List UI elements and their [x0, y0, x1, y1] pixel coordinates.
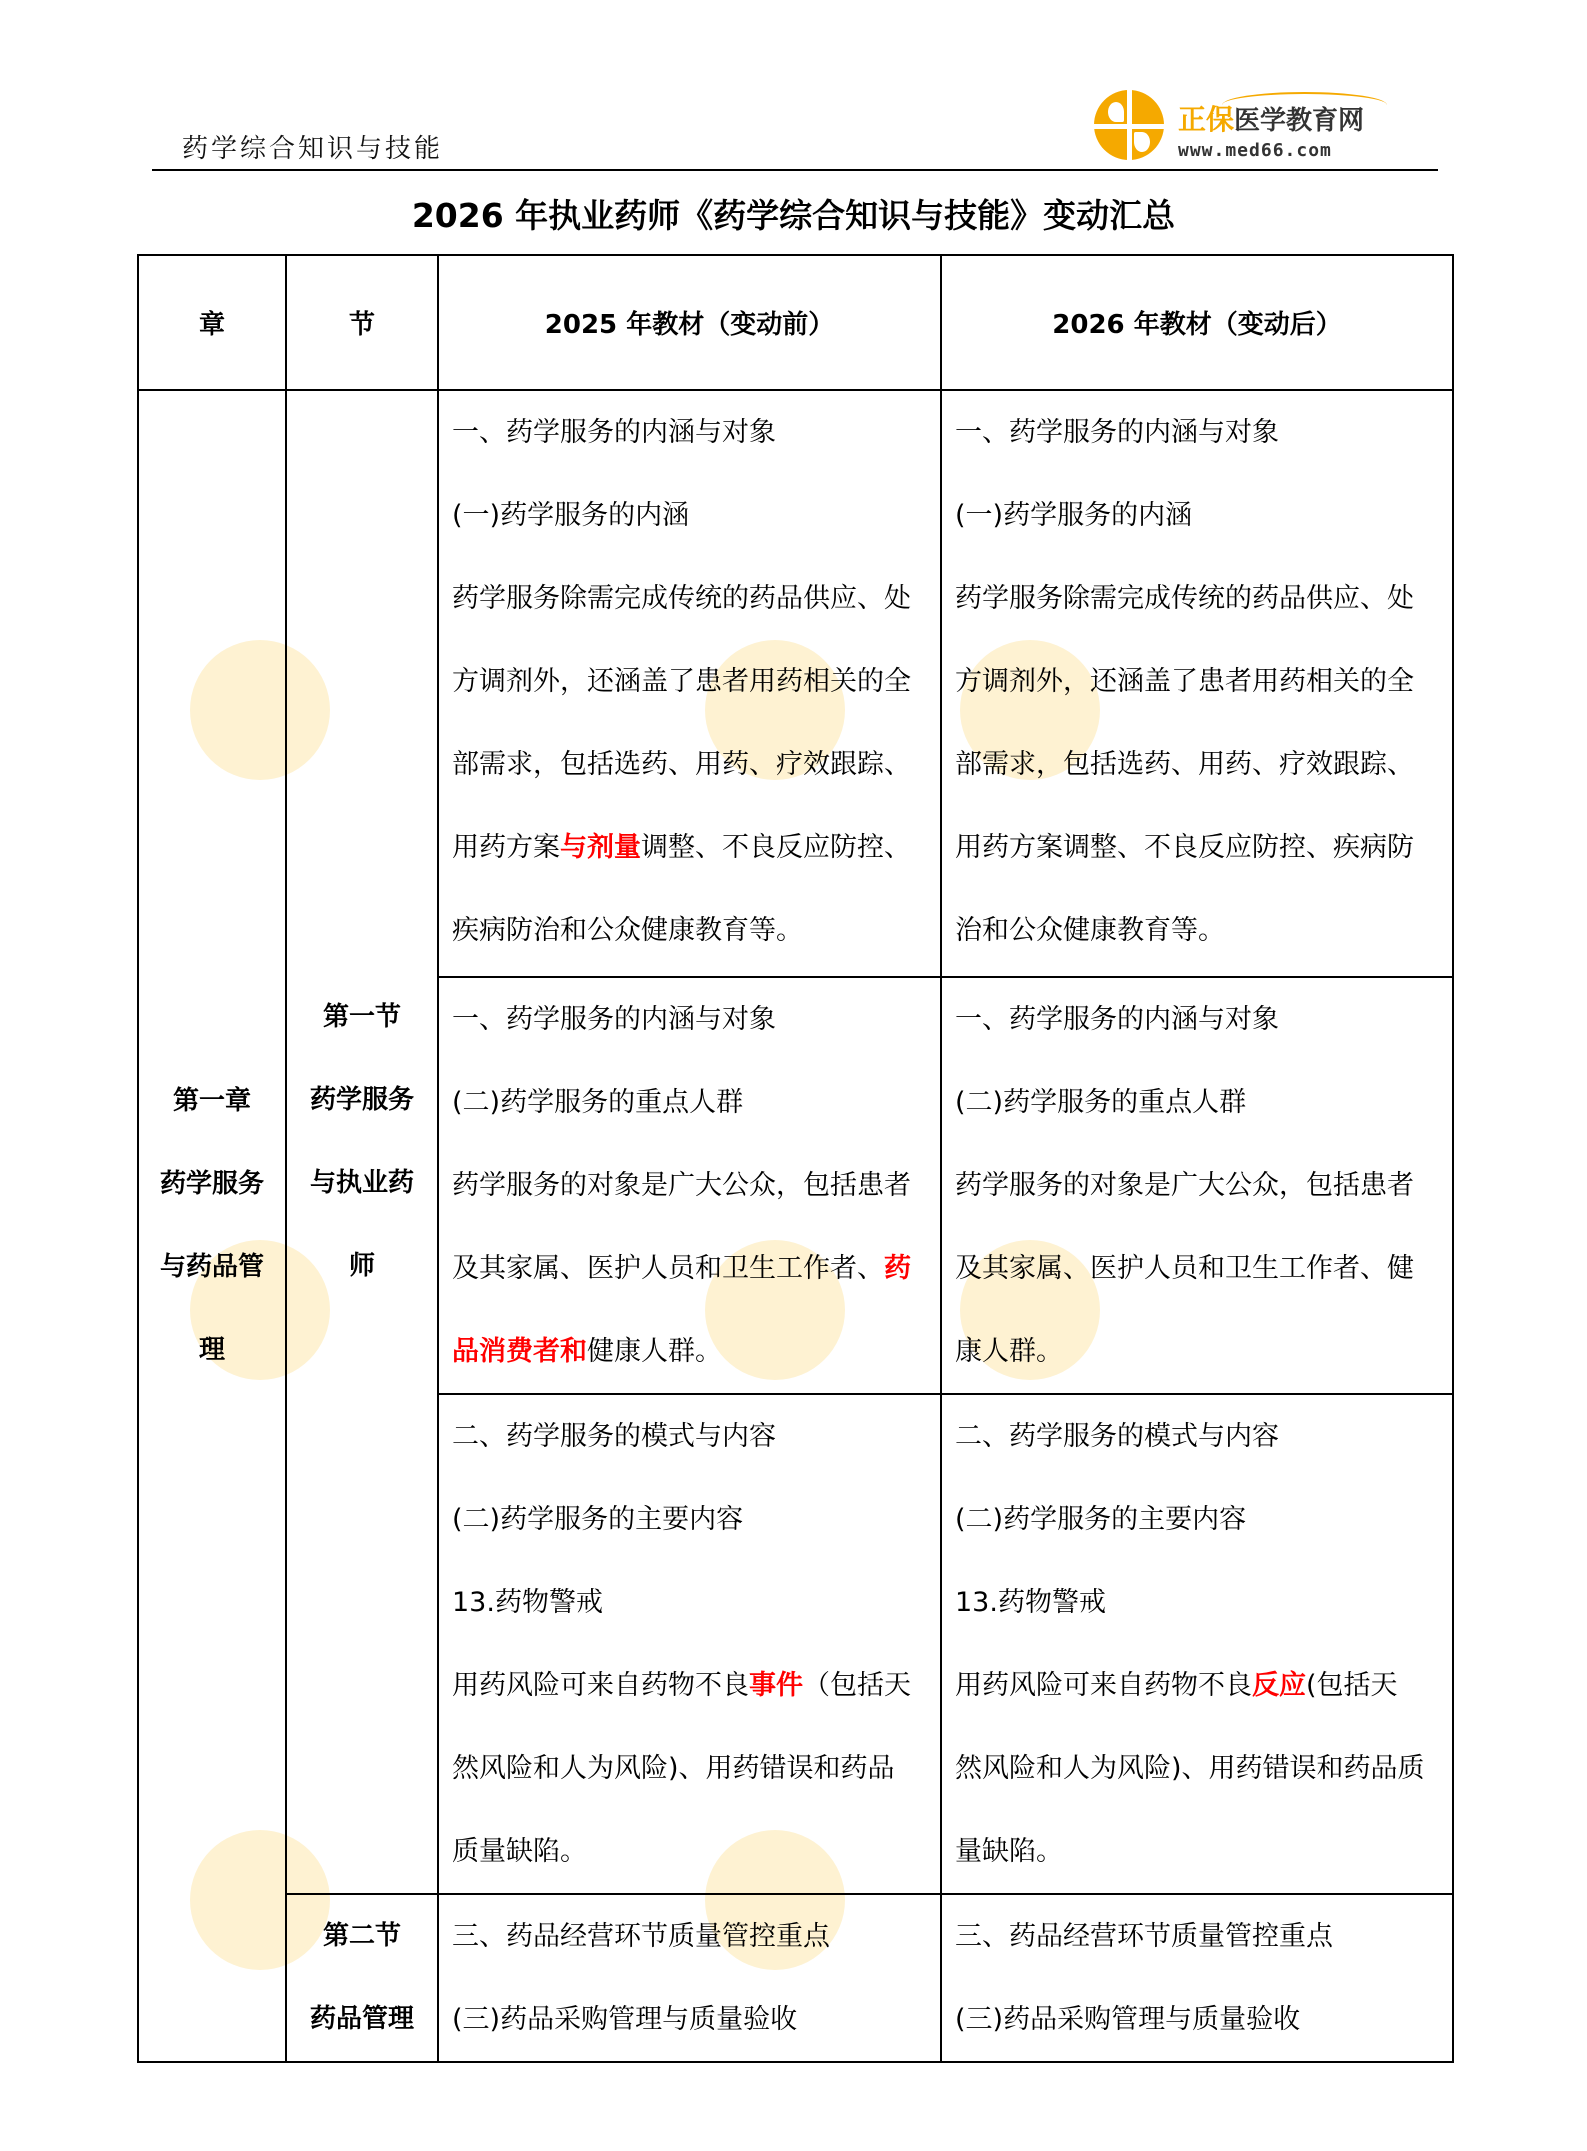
- text-segment: 用药方案: [452, 832, 560, 863]
- text-line: [955, 1144, 1452, 1227]
- text-segment: (三)药品采购管理与质量验收: [452, 2004, 798, 2035]
- before-cell: [438, 390, 941, 977]
- text-segment: 部需求，包括选药、用药、疗效跟踪、: [452, 749, 911, 780]
- section-line: 药学服务: [309, 1085, 414, 1115]
- header-after: 2026 年教材（变动后）: [941, 255, 1453, 390]
- text-segment: 药学服务的对象是广大公众，包括患者: [955, 1170, 1414, 1201]
- section-line: 师: [348, 1251, 375, 1281]
- text-line: [452, 1227, 940, 1310]
- document-title: 2026 年执业药师《药学综合知识与技能》变动汇总: [411, 196, 1176, 235]
- text-segment: 然风险和人为风险)、用药错误和药品质: [955, 1753, 1425, 1784]
- text-segment: （包括天: [803, 1670, 911, 1701]
- text-segment: 用药方案调整、不良反应防控、疾病防: [955, 832, 1414, 863]
- section-cell: [286, 390, 438, 1894]
- table-row: [138, 1894, 1453, 2062]
- logo-emblem-icon: [1094, 90, 1164, 160]
- text-line: [955, 1978, 1452, 2061]
- text-segment: 疾病防治和公众健康教育等。: [452, 915, 803, 946]
- text-line: [452, 1978, 940, 2061]
- text-line: [452, 889, 940, 972]
- text-line: [452, 978, 940, 1061]
- text-line: [955, 1561, 1452, 1644]
- text-segment: 质量缺陷。: [452, 1836, 587, 1867]
- text-segment: (二)药学服务的重点人群: [452, 1087, 744, 1118]
- page-header-subject: 药学综合知识与技能: [182, 134, 444, 164]
- text-line: [452, 1810, 940, 1893]
- text-line: [955, 1310, 1452, 1393]
- text-line: [955, 1227, 1452, 1310]
- header-before: 2025 年教材（变动前）: [438, 255, 941, 390]
- before-cell: [438, 1894, 941, 2062]
- text-line: [955, 557, 1452, 640]
- changed-text-highlight: 药: [884, 1253, 911, 1284]
- text-line: [452, 391, 940, 474]
- section-line: 与执业药: [309, 1168, 414, 1198]
- text-segment: (二)药学服务的主要内容: [955, 1504, 1247, 1535]
- after-cell: [941, 1394, 1453, 1894]
- header-section: 节: [286, 255, 438, 390]
- text-segment: 用药风险可来自药物不良: [955, 1670, 1252, 1701]
- chapter-line: 理: [198, 1335, 225, 1365]
- text-line: [955, 391, 1452, 474]
- changes-table: [137, 254, 1454, 2063]
- text-segment: 药学服务除需完成传统的药品供应、处: [452, 583, 911, 614]
- text-line: [452, 557, 940, 640]
- header-divider: [152, 169, 1438, 171]
- text-line: [452, 723, 940, 806]
- text-line: [955, 1395, 1452, 1478]
- table-row: [138, 390, 1453, 977]
- text-segment: 药学服务的对象是广大公众，包括患者: [452, 1170, 911, 1201]
- text-segment: (包括天: [1306, 1670, 1398, 1701]
- text-segment: 药学服务除需完成传统的药品供应、处: [955, 583, 1414, 614]
- logo-brand-text: [1178, 98, 1364, 138]
- text-line: [452, 1644, 940, 1727]
- text-line: [955, 474, 1452, 557]
- after-cell: [941, 390, 1453, 977]
- text-segment: 及其家属、医护人员和卫生工作者、: [452, 1253, 884, 1284]
- text-segment: 三、药品经营环节质量管控重点: [452, 1921, 830, 1952]
- text-segment: 康人群。: [955, 1336, 1063, 1367]
- text-line: [452, 806, 940, 889]
- header-chapter: 章: [138, 255, 286, 390]
- text-segment: 健康人群。: [587, 1336, 722, 1367]
- text-segment: 及其家属、医护人员和卫生工作者、健: [955, 1253, 1414, 1284]
- section-line: 药品管理: [309, 2004, 414, 2034]
- table-header-row: [138, 255, 1453, 390]
- text-line: [452, 640, 940, 723]
- brand-logo: [1092, 88, 1392, 164]
- text-segment: (二)药学服务的重点人群: [955, 1087, 1247, 1118]
- logo-brand-orange: 正保: [1178, 103, 1235, 136]
- text-segment: 方调剂外，还涵盖了患者用药相关的全: [452, 666, 911, 697]
- text-line: [452, 1144, 940, 1227]
- text-line: [452, 474, 940, 557]
- text-segment: 三、药品经营环节质量管控重点: [955, 1921, 1333, 1952]
- text-line: [955, 978, 1452, 1061]
- text-line: [955, 1895, 1452, 1978]
- text-line: [955, 640, 1452, 723]
- text-segment: 量缺陷。: [955, 1836, 1063, 1867]
- text-segment: 一、药学服务的内涵与对象: [955, 417, 1279, 448]
- text-segment: 二、药学服务的模式与内容: [955, 1421, 1279, 1452]
- text-segment: (三)药品采购管理与质量验收: [955, 2004, 1301, 2035]
- text-segment: 二、药学服务的模式与内容: [452, 1421, 776, 1452]
- text-line: [955, 806, 1452, 889]
- chapter-line: 药学服务: [159, 1169, 264, 1199]
- logo-url: www.med66.com: [1178, 140, 1332, 161]
- text-segment: (二)药学服务的主要内容: [452, 1504, 744, 1535]
- changed-text-highlight: 与剂量: [560, 832, 641, 863]
- after-cell: [941, 977, 1453, 1394]
- text-line: [955, 1810, 1452, 1893]
- text-segment: 部需求，包括选药、用药、疗效跟踪、: [955, 749, 1414, 780]
- text-line: [955, 889, 1452, 972]
- text-segment: 一、药学服务的内涵与对象: [955, 1004, 1279, 1035]
- text-segment: 一、药学服务的内涵与对象: [452, 1004, 776, 1035]
- text-segment: (一)药学服务的内涵: [452, 500, 690, 531]
- text-line: [955, 1061, 1452, 1144]
- text-segment: 13.药物警戒: [955, 1587, 1106, 1618]
- text-segment: 治和公众健康教育等。: [955, 915, 1225, 946]
- text-line: [955, 1727, 1452, 1810]
- chapter-line: 第一章: [172, 1086, 251, 1116]
- text-segment: 13.药物警戒: [452, 1587, 603, 1618]
- text-line: [452, 1895, 940, 1978]
- changed-text-highlight: 事件: [749, 1670, 803, 1701]
- text-line: [452, 1727, 940, 1810]
- text-line: [452, 1478, 940, 1561]
- before-cell: [438, 1394, 941, 1894]
- text-line: [452, 1561, 940, 1644]
- before-cell: [438, 977, 941, 1394]
- text-segment: 一、药学服务的内涵与对象: [452, 417, 776, 448]
- text-segment: 方调剂外，还涵盖了患者用药相关的全: [955, 666, 1414, 697]
- after-cell: [941, 1894, 1453, 2062]
- changed-text-highlight: 品消费者和: [452, 1336, 587, 1367]
- text-segment: 然风险和人为风险)、用药错误和药品: [452, 1753, 895, 1784]
- chapter-cell: [138, 390, 286, 2062]
- text-segment: (一)药学服务的内涵: [955, 500, 1193, 531]
- section-line: 第二节: [322, 1921, 401, 1951]
- chapter-line: 与药品管: [159, 1252, 264, 1282]
- text-line: [955, 723, 1452, 806]
- text-line: [955, 1478, 1452, 1561]
- section-cell: [286, 1894, 438, 2062]
- changed-text-highlight: 反应: [1252, 1670, 1306, 1701]
- text-line: [452, 1310, 940, 1393]
- text-segment: 调整、不良反应防控、: [641, 832, 911, 863]
- text-line: [955, 1644, 1452, 1727]
- logo-brand-dark: 医学教育网: [1234, 106, 1365, 136]
- section-line: 第一节: [322, 1002, 401, 1032]
- text-line: [452, 1395, 940, 1478]
- text-line: [452, 1061, 940, 1144]
- text-segment: 用药风险可来自药物不良: [452, 1670, 749, 1701]
